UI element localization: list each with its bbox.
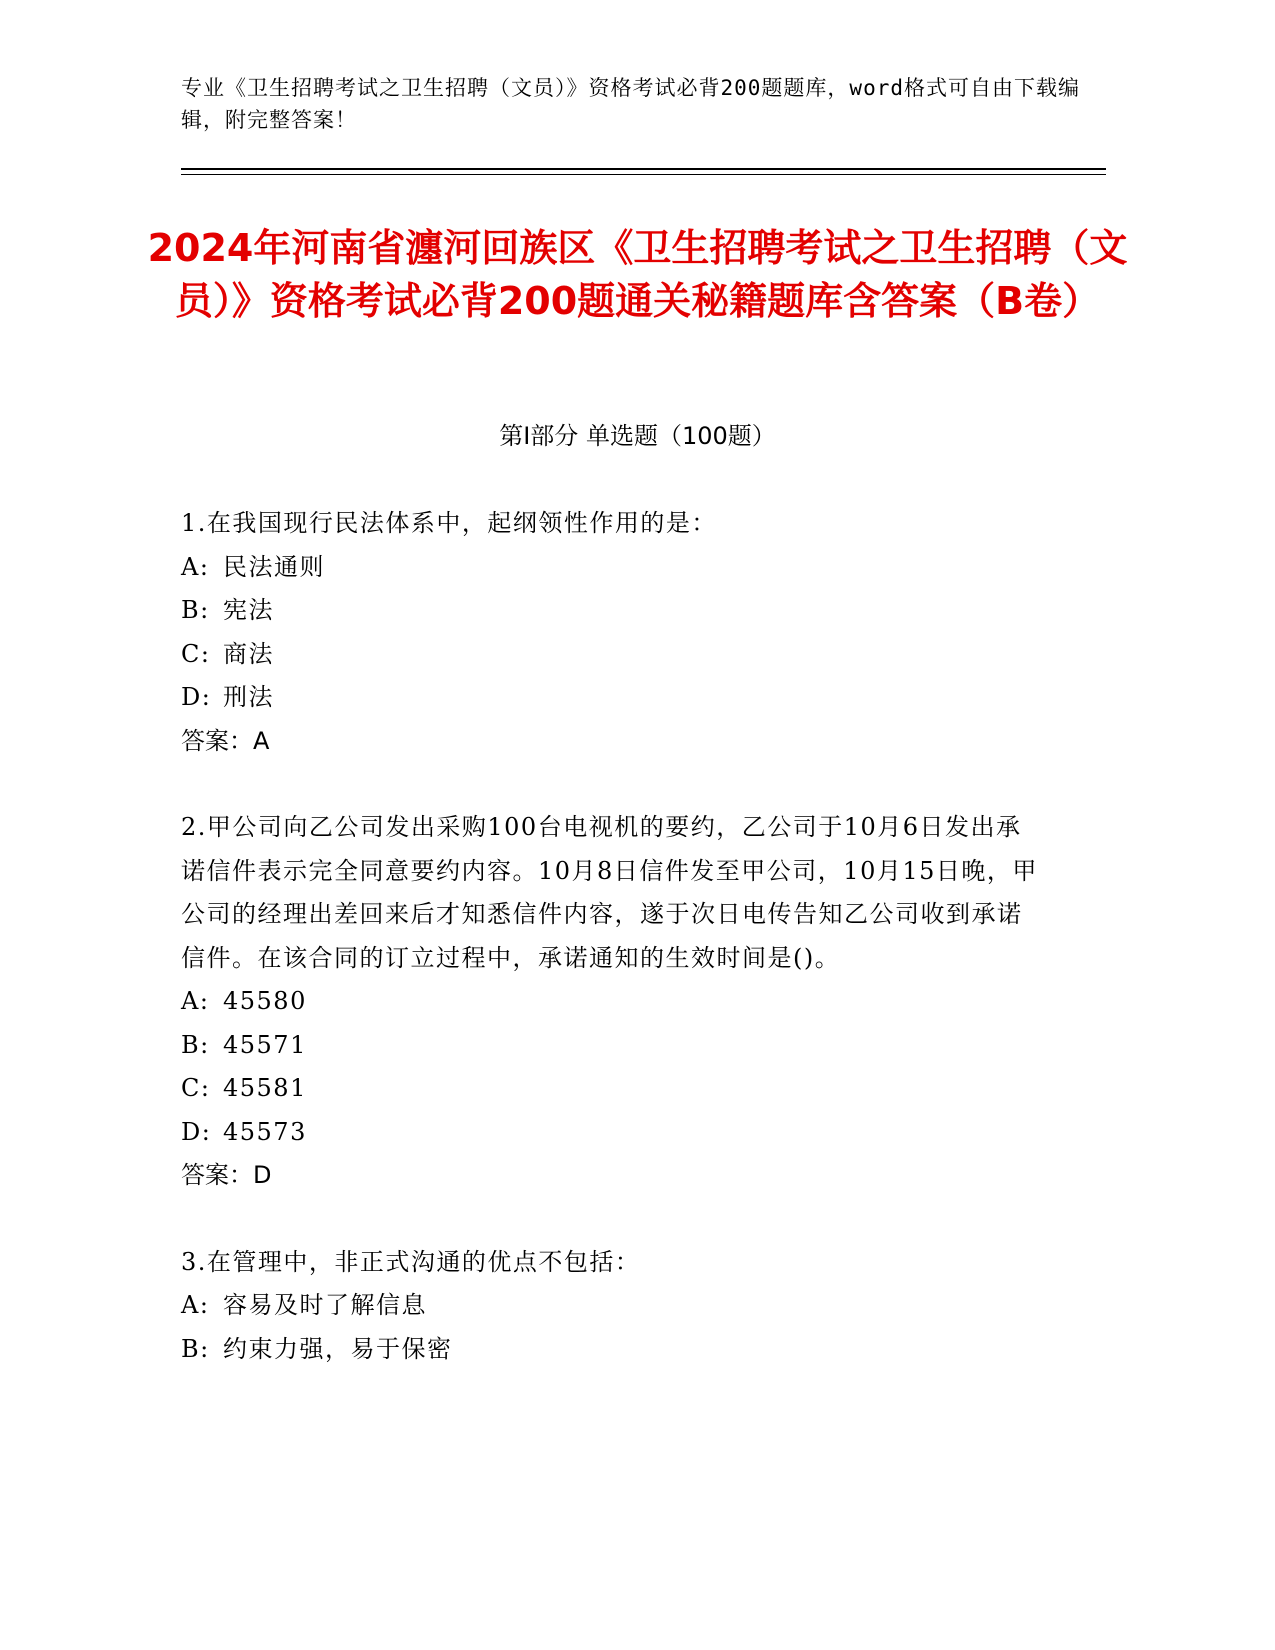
- option-a: [181, 1284, 1041, 1328]
- option-text: 约束力强，易于保密: [223, 1334, 453, 1363]
- option-text: 45581: [223, 1074, 307, 1102]
- option-letter: A:: [181, 1291, 210, 1319]
- question-list: [181, 502, 1041, 1414]
- option-letter: B:: [181, 1334, 210, 1363]
- option-b: [181, 589, 1041, 633]
- option-text: 宪法: [223, 596, 274, 624]
- option-letter: D:: [181, 683, 212, 711]
- option-text: 民法通则: [223, 552, 325, 581]
- document-title: 2024年河南省瀍河回族区《卫生招聘考试之卫生招聘（文员）》资格考试必背200题通关秘籍题库含答案（B卷）: [147, 226, 1128, 323]
- header-divider: [181, 168, 1106, 170]
- option-text: 45580: [223, 987, 307, 1015]
- option-text: 45573: [223, 1117, 307, 1146]
- option-text: 商法: [223, 639, 274, 668]
- option-letter: B:: [181, 1030, 210, 1059]
- intro-text: 专业《卫生招聘考试之卫生招聘（文员）》资格考试必背200题题库，word格式可自由下载编辑，附完整答案！: [181, 76, 1080, 132]
- answer-line: 答案：A: [181, 726, 270, 755]
- option-letter: D:: [181, 1117, 212, 1146]
- section-heading: 第Ⅰ部分 单选题（100题）: [499, 422, 776, 450]
- option-letter: C:: [181, 1074, 211, 1102]
- option-text: 容易及时了解信息: [223, 1291, 427, 1319]
- option-c: [181, 633, 1041, 677]
- header-divider-thin: [181, 174, 1106, 175]
- option-text: 45571: [223, 1030, 307, 1059]
- question-stem: 3.在管理中，非正式沟通的优点不包括：: [181, 1247, 641, 1276]
- question-stem: 2.甲公司向乙公司发出采购100台电视机的要约，乙公司于10月6日发出承诺信件表示完全同意要约内容。10月8日信件发至甲公司，10月15日晚，甲公司的经理出差回来后才知悉信件内容，遂于次日电传告知乙公司收到承诺信件。在该合同的订立过程中，承诺通知的生效时间是()。: [181, 813, 1038, 972]
- option-a: [181, 546, 1041, 590]
- option-a: [181, 980, 1041, 1024]
- option-letter: C:: [181, 639, 211, 668]
- question-2: [181, 806, 1041, 1198]
- option-letter: B:: [181, 596, 210, 624]
- option-c: [181, 1067, 1041, 1111]
- option-d: [181, 1111, 1041, 1155]
- option-text: 刑法: [223, 683, 274, 711]
- answer-line: 答案：D: [181, 1161, 272, 1189]
- question-1: [181, 502, 1041, 763]
- option-letter: A:: [181, 987, 210, 1015]
- option-d: [181, 676, 1041, 720]
- option-letter: A:: [181, 552, 210, 581]
- question-3: [181, 1241, 1041, 1372]
- option-b: [181, 1328, 1041, 1372]
- option-b: [181, 1024, 1041, 1068]
- question-stem: 1.在我国现行民法体系中，起纲领性作用的是：: [181, 509, 717, 537]
